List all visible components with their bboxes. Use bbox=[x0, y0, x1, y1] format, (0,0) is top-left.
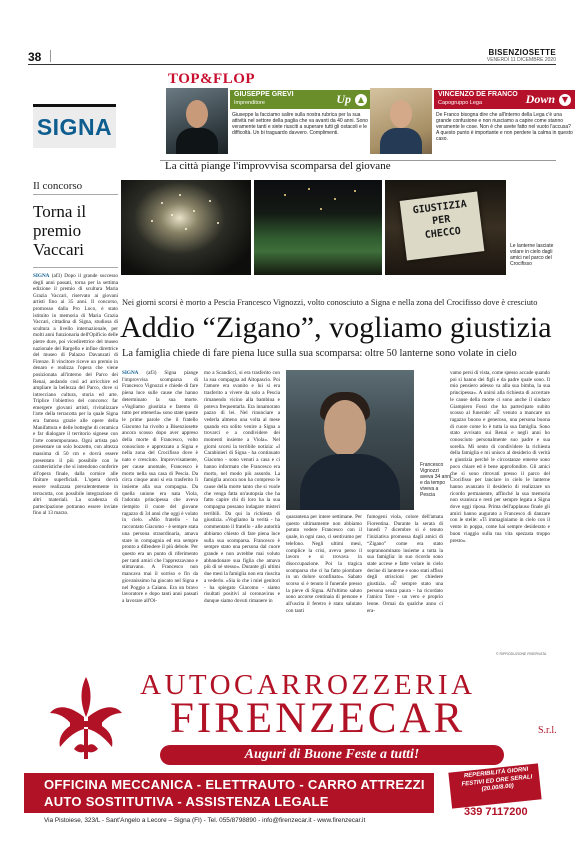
portrait-caption: Francesco Vignozzi aveva 34 anni e da tempo viveva a Pescia bbox=[420, 462, 452, 498]
top-person-role: Imprenditore bbox=[234, 100, 265, 106]
top-flop-title: TOP&FLOP bbox=[168, 71, 256, 87]
masthead-date: VENERDÌ 11 DICEMBRE 2020 bbox=[486, 57, 556, 63]
ad-services-box bbox=[24, 773, 434, 813]
left-column-section: Il concorso bbox=[33, 180, 118, 195]
article-kicker: Nei giorni scorsi è morto a Pescia Francesco Vignozzi, volto conosciuto a Signa e nella zona del Crocifisso dove è cresciuto bbox=[122, 298, 538, 307]
advertisement bbox=[24, 665, 556, 830]
ad-name-line2: FIRENZECAR bbox=[170, 695, 466, 742]
header-divider bbox=[50, 50, 51, 62]
section-label-box bbox=[33, 104, 116, 148]
copyright-credit: © RIPRODUZIONE RISERVATA bbox=[496, 652, 547, 656]
ad-wishes-bar bbox=[160, 745, 504, 765]
article-tag: SIGNA bbox=[122, 370, 139, 376]
florence-lily-icon bbox=[44, 673, 128, 763]
article-column-3: quarantena per intere settimane. Per questo ultimamente non abbiamo potuto vedere Francesco con il quale, in ogni caso, ci sentivamo per telefono. Negli ultimi mesi, complice la crisi, aveva perso il lavoro e si trovava in disoccupazione. Poi la tragica scomparsa che ci ha fatto piombare in un dolore sconfinato». Sabato scorso si è tenuto il funerale presso la pieve di Signa. All'ultimo saluto sono accorse centinaia di persone e all'uscita il feretro è stato salutato con tanti bbox=[286, 514, 362, 614]
article-column-1-text: (af3) Signa piange l'improvvisa scomparsa di Francesco Vignozzi e chiede di fare piena luce sulle cause che hanno determinato la sua morte. «Vogliamo giustizia e faremo di tutto per ottenerla» sono state queste le prime parole che il fratello Giacomo ha rivolto a Bisenziosette ancora scosso dopo aver appreso della morte di Francesco, volto conosciuto e apprezzato a Signa e nella zona del Crocifisso dove è nato e cresciuto. Improvvisamente, per cause anomale, Francesco è morto nella sua casa di Pescia. Da circa cinque anni si era trasferito lì insieme alla sua compagna. Da quella unione era nata Viola, l'adorata principessa che aveva riempito il cuore del giovane ragazzo di 34 anni che oggi è volato in cielo. «Mio fratello - ha raccontato Giacomo - è sempre stata una persona straordinaria, amava stare in compagnia ed era sempre pronto a difendere il più debole. Per questo era un punto di riferimento per tanti amici che l'apprezzavano e stimavano. A Francesco non mancava mai il sorriso e fin da giovanissimo ha giocato nel Signa e nel Poggio a Caiano. Era un bravo lavoratore e dopo tanti anni passati a lavorare all'Ol- bbox=[122, 370, 198, 604]
ad-address: Via Pistoiese, 323/L - Sant'Angelo a Lecore – Signa (FI) - Tel. 055/8798890 - info@firenzecar.it - www.firenzecar.it bbox=[44, 817, 366, 824]
justice-sign-text: GIUSTIZIA PER CHECCO bbox=[412, 198, 468, 242]
ad-company-suffix: S.r.l. bbox=[538, 725, 557, 736]
left-column-tag: SIGNA bbox=[33, 273, 50, 279]
flop-person-role: Capogruppo Lega bbox=[438, 100, 483, 106]
top-text: Giuseppe la facciamo salire sulla nostra rubrica per la sua attività nel settore della paglia che va avanti da 40 anni. Sono veramente tanti e siete riusciti a superare tutti gli ostacoli e le difficoltà. Un bi traguardo davvero. Complimenti. bbox=[232, 112, 368, 137]
page-number: 38 bbox=[28, 50, 42, 64]
flop-text: De Franco bisogna dire che all'interno della Lega c'è una grande confusione e non riusciamo a capire come stanno veramente le cose. Non è che avete fatto nel vuoto l'accusa? A questo punto è importante e non perdere la calma in questo caso. bbox=[436, 112, 573, 143]
ad-availability-badge bbox=[444, 768, 556, 818]
arrow-down-icon: ▼ bbox=[559, 94, 571, 106]
flop-person-photo bbox=[370, 88, 432, 154]
portrait-photo bbox=[286, 370, 414, 510]
flop-person-name: VINCENZO DE FRANCO bbox=[438, 91, 518, 98]
ad-availability-text: REPERIBILITÀ GIORNI FESTIVI ED ORE SERALI (20.00/8.00) bbox=[461, 766, 533, 793]
left-column-article bbox=[33, 180, 118, 517]
ad-services-line1: OFFICINA MECCANICA - ELETTRAUTO - CARRO ATTREZZI bbox=[44, 777, 425, 792]
top-person-photo bbox=[166, 88, 228, 154]
header-rule bbox=[28, 64, 556, 65]
top-name-bar bbox=[230, 90, 371, 109]
banner-photo bbox=[385, 180, 506, 275]
masthead-brand: BISENZIOSETTE bbox=[488, 48, 556, 57]
article-subhead: La famiglia chiede di fare piena luce sulla sua scomparsa: oltre 50 lanterne sono volate in cielo bbox=[122, 348, 517, 359]
photo-caption-lanterns: Le lanterne lasciate volare in cielo dagli amici nel parco del Crocifisso bbox=[510, 243, 554, 267]
article-column-2: mo a Scandicci, si era trasferito con la sua compagna ad Altopascio. Poi l'amore era svanito e lui si era trasferito a vivere da solo a Pescia rimanendo vicino alla bambina e poteva frequentarla. Era innamorato pazzo di lei. Nel rinunciare a vederla almeno una volta al mese quando era solito venire a Signa a trovarci e a condividere dei momenti insieme a Viola». Nel giorni scorsi la terribile notizia: «I Carabinieri di Signa - ha continuato Giacomo - sono venuti a casa e ci hanno informato che Francesco era morto, nel modo più assurdo. La famiglia ancora non ha compreso le cause della morte tanto che si vuole che venga fatta un'autopsia che ha fatto capire chi di loro ha la sua compagna possano indagare misteri terribili. Da qui la richiesta di giustizia. «Vogliamo la verità - ha commentato il fratello - alle autorità abbiamo chiesto di fare piena luce sulla sua scomparsa. Francesco è sempre stato una persona dal cuore grande e non avrebbe mai voluto abbandonare sua figlia che amava più di sé stesso». Durante gli ultimi due mesi la famiglia non era riuscita a vederlo. «Sia io che i miei genitori - ha spiegato Giacomo - siamo risultati positivi al coronavirus e dunque siamo dovuti rimanere in bbox=[204, 370, 280, 604]
top-panel bbox=[166, 88, 371, 154]
masthead bbox=[487, 48, 556, 63]
ad-services-line2: AUTO SOSTITUTIVA - ASSISTENZA LEGALE bbox=[44, 794, 329, 809]
ad-phone: 339 7117200 bbox=[464, 806, 528, 818]
top-headline: La città piange l'improvvisa scomparsa del giovane bbox=[165, 160, 391, 172]
top-person-name: GIUSEPPE GREVI bbox=[234, 91, 294, 98]
ad-wishes: Auguri di Buone Feste a tutti! bbox=[244, 747, 420, 762]
arrow-up-icon: ▲ bbox=[355, 94, 367, 106]
article-column-1 bbox=[122, 370, 198, 605]
flop-name-bar bbox=[434, 90, 575, 109]
section-label: SIGNA bbox=[36, 114, 113, 140]
article-column-5: vamo persi di vista, come spesso accade quando poi si hanno dei figli e da padre quale sono. Il mio pensiero adesso va alla sua bimba, la sua principessa». A unirsi alla richiesta di accertare le cause della morte ci sono anche il sindaco Giampiero Fossi che ha partecipato subito scosso al funerale: «È' venuto a mancare un ragazzo buono e generoso, una persona buona di cuore come lo è tutta la sua famiglia. Sono stato avvisato sui Renai e negli anni ho conosciuto personalmente suo padre e sua sorella. Mi sento di condividere la richiesta della famiglia e mi unisco al desiderio di verità e giustizia perché le circostanze emerse sono poco chiare ed è bene approfondire. Gli amici che si sono ritrovati presso il parco del Crocifisso per lanciare in cielo le lanterne hanno avanzato il desiderio di realizzare un ricordo permanente, affinché la sua memoria non svanisca e resti per sempre legata a Signa dove oggi riposa. Prima dell'applauso finale gli amici hanno augurato a Francesco di danzare con le stelle: «Ti immaginiamo in cielo con il vento in poppa, come hai sempre desiderato e buon viaggio sulla tua vita spezzata troppo presto». bbox=[450, 370, 550, 544]
ad-name-line1: AUTOCARROZZERIA bbox=[140, 669, 476, 701]
article-column-4: fumogeni viola, colore dell'amata Fiorentina. Durante la serata di lunedì 7 dicembre si è tenuto l'iniziativa promossa dagli amici di “Zigano” come era stato soprannominato insieme a tutta la sua famiglia: in suo ricordo sono state accese e fatte volare in cielo decine di lanterne e sono stati affissi degli striscioni per chiedere giustizia. «È' sempre stato una persona senza paura - ha ricordato l'amico Tore - un vero e proprio leone. Ormai da qualche anno ci era- bbox=[367, 514, 443, 614]
justice-sign bbox=[400, 191, 485, 260]
left-column-body bbox=[33, 273, 118, 517]
flop-verdict: Down bbox=[525, 92, 555, 106]
flop-panel bbox=[370, 88, 575, 154]
left-column-rule bbox=[33, 267, 118, 268]
fireworks-photo bbox=[121, 180, 251, 275]
top-verdict: Up bbox=[336, 92, 351, 106]
left-column-text: (af3) Dopo il grande successo degli anni passati, torna per la settima edizione il premio di scultura Maria Grazia Vaccari, riservato ai giovani artisti fino ai 35 anni. Il concorso, promosso dalla Pro Loco, è stato istituito in memoria di Maria Grazia Vaccari, cittadina di Signa, studiosa di scultura a livello internazionale, per molti anni funzionaria dell'Opificio delle pietre dure, poi vicedirettrice del museo nazionale del Bargello e infine direttrice del museo di Palazzo Davanzati di Firenze. Il vincitore riceve un premio in denaro e realizza l'opera che viene posizionata all'interno del Parco dei Renai, andando così ad arricchire ed ampliare la bellezza del Parco, dove si intrecciano cultura, storia ed arte. Triplice l'obiettivo del concorso: far emergere giovani artisti, rivitalizzare l'arte della terracotta per la quale Signa era famosa grazie alle opere della Manifattura e delle botteghe di ceramica e far dialogare il territorio signese con l'arte contemporanea. Ogni artista può presentare un solo bozzetto, con altezza massima di 50 cm e dovrà essere presentato il più possibile con le caratteristiche che si intendono conferire all'opera finale, dalla cornice alle finiture superficiali. L'opera dovrà essere realizzata prevalentemente in terracotta, con possibile integrazione di altri materiali. La scadenza di partecipazione potranno essere inviate fino al 13 marzo. bbox=[33, 273, 118, 517]
article-headline: Addio “Zigano”, vogliamo giustizia bbox=[120, 311, 552, 344]
left-column-title: Torna il premio Vaccari bbox=[33, 202, 87, 259]
lanterns-park-photo bbox=[254, 180, 382, 275]
